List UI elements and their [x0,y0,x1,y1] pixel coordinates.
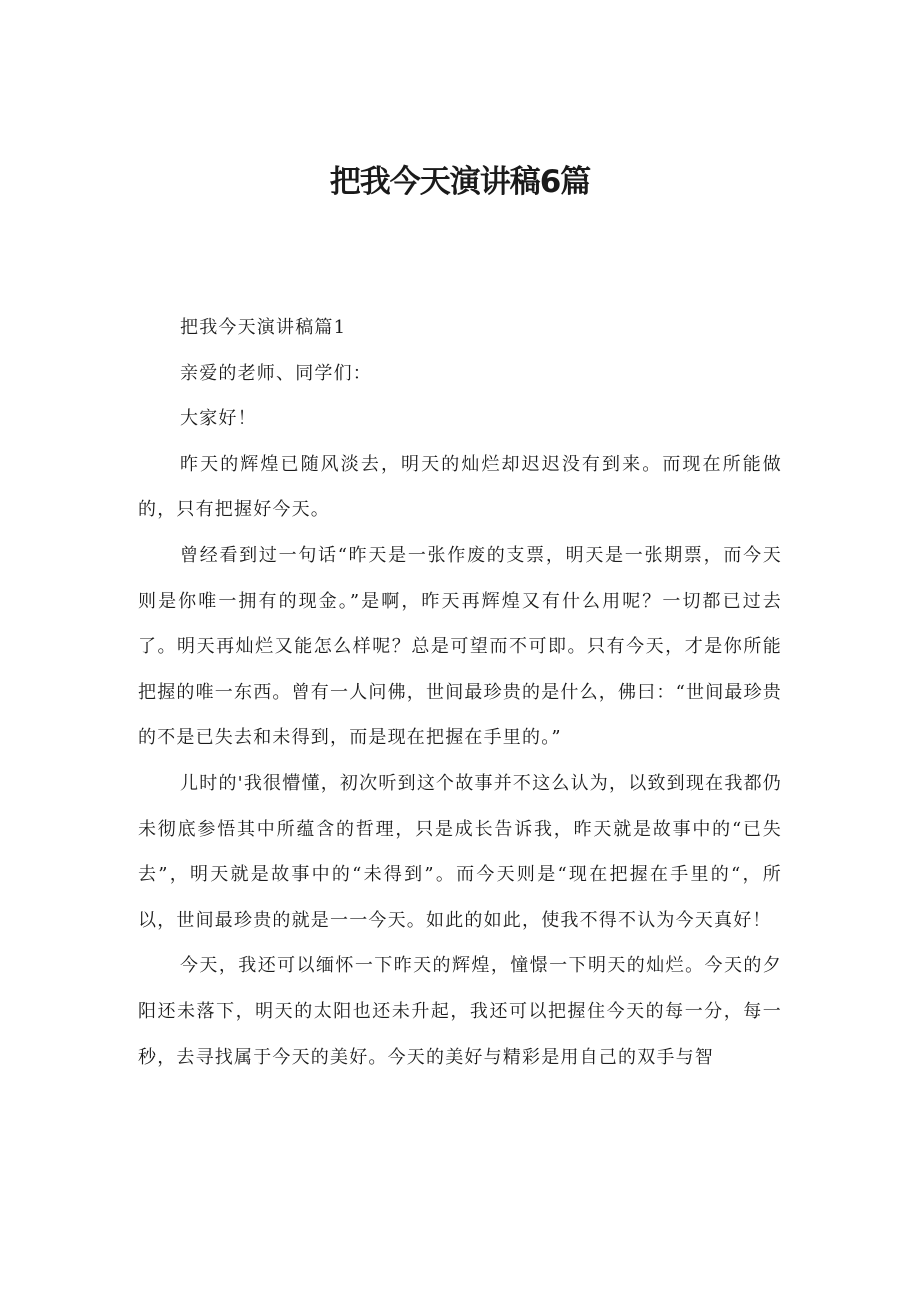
section-heading: 把我今天演讲稿篇1 [180,317,347,338]
document-title: 把我今天演讲稿6篇 [329,164,591,200]
body-paragraph: 今天，我还可以缅怀一下昨天的辉煌，憧憬一下明天的灿烂。今天的夕阳还未落下，明天的太阳也还未升起，我还可以把握住今天的每一分，每一秒，去寻找属于今天的美好。今天的美好与精彩是用自己的双手与智 [138,955,782,1068]
body-paragraph: 昨天的辉煌已随风淡去，明天的灿烂却迟迟没有到来。而现在所能做的，只有把握好今天。 [138,453,782,521]
salutation: 亲爱的老师、同学们： [180,362,372,384]
body-paragraph: 儿时的'我很懵懂，初次听到这个故事并不这么认为，以致到现在我都仍未彻底参悟其中所蕴含的哲理，只是成长告诉我，昨天就是故事中的“已失去”，明天就是故事中的“未得到”。而今天则是“现在把握在手里的“，所以，世间最珍贵的就是一一今天。如此的如此，使我不得不认为今天真好！ [138,772,782,931]
greeting: 大家好！ [180,408,257,430]
body-paragraph: 曾经看到过一句话“昨天是一张作废的支票，明天是一张期票，而今天则是你唯一拥有的现金。”是啊，昨天再辉煌又有什么用呢？一切都已过去了。明天再灿烂又能怎么样呢？总是可望而不可即。只有今天，才是你所能把握的唯一东西。曾有一人问佛，世间最珍贵的是什么，佛曰：“世间最珍贵的不是已失去和未得到，而是现在把握在手里的。” [138,544,782,749]
document-body [138,305,782,1080]
